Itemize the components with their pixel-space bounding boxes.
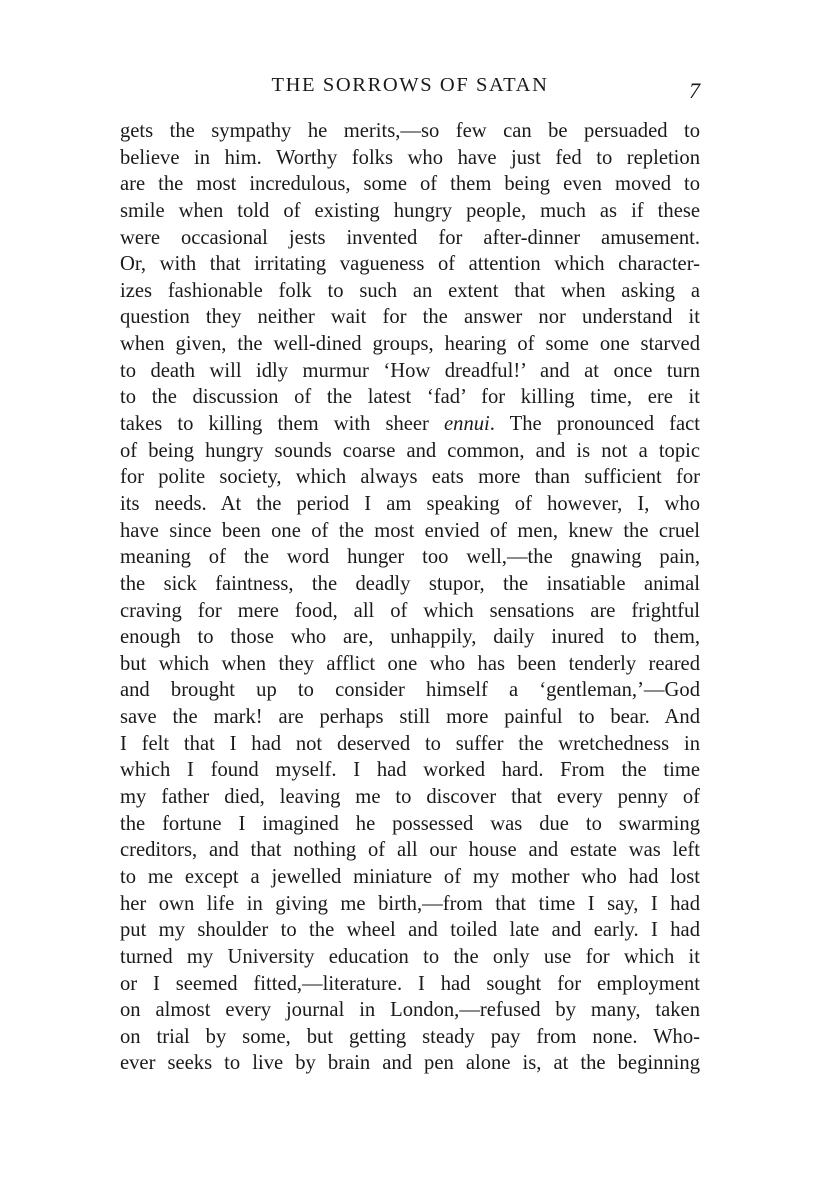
text-line: but which when they afflict one who has been tenderly reared bbox=[120, 652, 700, 675]
running-head bbox=[120, 74, 700, 104]
text-line: were occasional jests invented for after-dinner amusement. bbox=[120, 226, 700, 249]
italic-word: ennui bbox=[444, 413, 490, 436]
text-line: turned my University education to the only use for which it bbox=[120, 945, 700, 968]
text-line: are the most incredulous, some of them being even moved to bbox=[120, 173, 700, 196]
text-line: or I seemed fitted,—literature. I had sought for employment bbox=[120, 972, 700, 995]
text-line: have since been one of the most envied of men, knew the cruel bbox=[120, 519, 700, 542]
text-line: to me except a jewelled miniature of my mother who had lost bbox=[120, 865, 700, 888]
text-line: gets the sympathy he merits,—so few can be persuaded to bbox=[120, 120, 700, 142]
text-line: creditors, and that nothing of all our house and estate was left bbox=[120, 839, 700, 862]
text-line: Or, with that irritating vagueness of attention which character- bbox=[120, 253, 700, 276]
text-line: believe in him. Worthy folks who have just fed to repletion bbox=[120, 146, 700, 169]
text-line: when given, the well-dined groups, hearing of some one starved bbox=[120, 333, 700, 356]
text-line: meaning of the word hunger too well,—the gnawing pain, bbox=[120, 546, 700, 569]
text-line: ever seeks to live by brain and pen alone is, at the beginning bbox=[120, 1052, 700, 1075]
text-line: craving for mere food, all of which sensations are frightful bbox=[120, 599, 700, 622]
text-line: her own life in giving me birth,—from that time I say, I had bbox=[120, 892, 700, 915]
text-line: smile when told of existing hungry people, much as if these bbox=[120, 199, 700, 222]
text-line: for polite society, which always eats more than sufficient for bbox=[120, 466, 700, 489]
text-line: the sick faintness, the deadly stupor, the insatiable animal bbox=[120, 572, 700, 595]
running-title: THE SORROWS OF SATAN bbox=[271, 74, 549, 96]
text-line: of being hungry sounds coarse and common, and is not a topic bbox=[120, 439, 700, 462]
text-line: izes fashionable folk to such an extent that when asking a bbox=[120, 279, 700, 302]
text-line: to the discussion of the latest ‘fad’ for killing time, ere it bbox=[120, 386, 700, 409]
text-line: the fortune I imagined he possessed was due to swarming bbox=[120, 812, 700, 835]
text-line: and brought up to consider himself a ‘gentleman,’—God bbox=[120, 679, 700, 702]
text-line: put my shoulder to the wheel and toiled late and early. I had bbox=[120, 919, 700, 942]
text-line: takes to killing them with sheer ennui. The pronounced fact bbox=[120, 413, 700, 436]
text-line: to death will idly murmur ‘How dreadful!’ and at once turn bbox=[120, 359, 700, 382]
text-line: I felt that I had not deserved to suffer the wretchedness in bbox=[120, 732, 700, 755]
text-line: my father died, leaving me to discover that every penny of bbox=[120, 786, 700, 809]
text-line: on trial by some, but getting steady pay from none. Who- bbox=[120, 1025, 700, 1048]
text-line: enough to those who are, unhappily, daily inured to them, bbox=[120, 626, 700, 649]
text-line: its needs. At the period I am speaking of however, I, who bbox=[120, 492, 700, 515]
text-line: which I found myself. I had worked hard. From the time bbox=[120, 759, 700, 782]
text-line: save the mark! are perhaps still more painful to bear. And bbox=[120, 706, 700, 729]
text-line: on almost every journal in London,—refused by many, taken bbox=[120, 999, 700, 1022]
page-number: 7 bbox=[689, 78, 700, 103]
body-text bbox=[120, 118, 700, 1077]
text-line: question they neither wait for the answer nor understand it bbox=[120, 306, 700, 329]
